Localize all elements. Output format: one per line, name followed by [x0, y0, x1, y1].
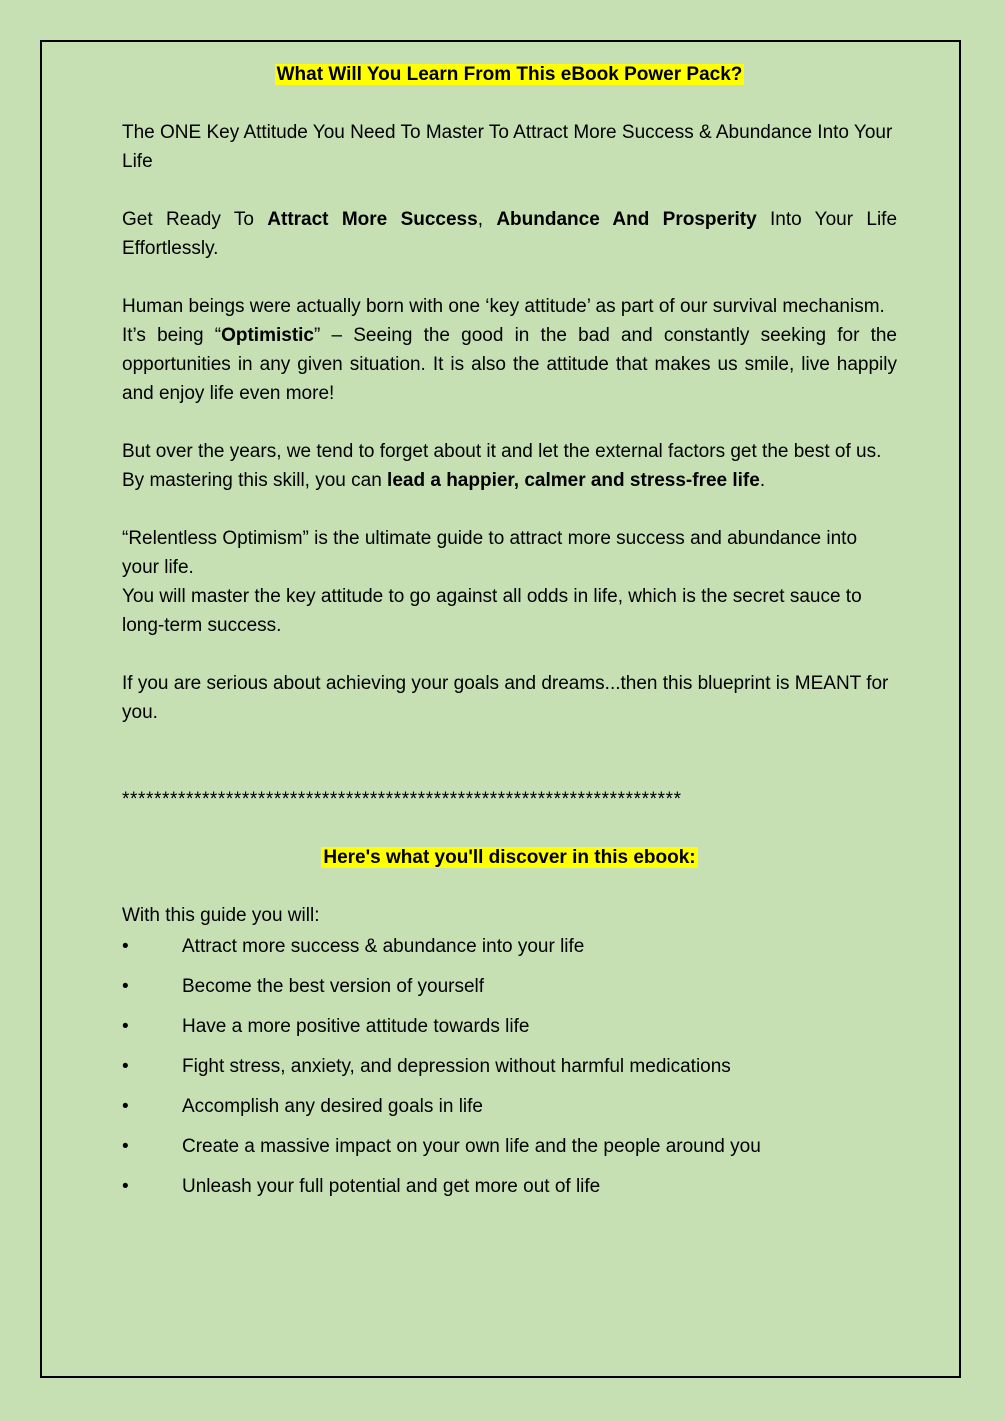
list-item [122, 1132, 897, 1161]
ready-suffix: Into Your Life Effortlessly. [122, 209, 898, 259]
list-item [122, 1052, 897, 1081]
optimistic-bold: Optimistic [221, 325, 314, 346]
list-item-text: Fight stress, anxiety, and depression without harmful medications [182, 1056, 731, 1077]
bullet-icon: • [122, 1096, 129, 1117]
intro-paragraph: The ONE Key Attitude You Need To Master To Attract More Success & Abundance Into Your Life [122, 122, 893, 172]
relentless-paragraph: “Relentless Optimism” is the ultimate guide to attract more success and abundance into your life. [122, 528, 858, 578]
asterisk-separator: ********************************************************************** [122, 789, 682, 810]
document-body [122, 60, 897, 1212]
serious-paragraph: If you are serious about achieving your goals and dreams...then this blueprint is MEANT for you. [122, 673, 889, 723]
discover-title-text: Here's what you'll discover in this ebook: [323, 847, 696, 868]
list-item [122, 1092, 897, 1121]
guide-lead: With this guide you will: [122, 905, 320, 926]
bullet-icon: • [122, 1136, 129, 1157]
benefits-list [122, 932, 897, 1201]
bullet-icon: • [122, 1016, 129, 1037]
ready-bold-success: Attract More Success [267, 209, 478, 230]
bullet-icon: • [122, 976, 129, 997]
ready-prefix: Get Ready To [122, 209, 268, 230]
list-item-text: Become the best version of yourself [182, 976, 485, 997]
ready-paragraph [122, 205, 897, 263]
ready-bold-abundance: Abundance And Prosperity [496, 209, 757, 230]
mastering-prefix: By mastering this skill, you can [122, 470, 388, 491]
mastering-paragraph [122, 466, 897, 495]
list-item [122, 1172, 897, 1201]
optimistic-paragraph [122, 321, 897, 408]
human-paragraph: Human beings were actually born with one ‘key attitude’ as part of our survival mechanism. [122, 296, 885, 317]
section-title [122, 60, 897, 89]
ready-separator: , [477, 209, 497, 230]
bullet-icon: • [122, 1056, 129, 1077]
optimistic-prefix: It’s being “ [122, 325, 222, 346]
master-paragraph: You will master the key attitude to go against all odds in life, which is the secret sauce to long-term success. [122, 586, 862, 636]
list-item [122, 932, 897, 961]
section-title-text: What Will You Learn From This eBook Power Pack? [276, 64, 743, 85]
list-item-text: Unleash your full potential and get more out of life [182, 1176, 601, 1197]
mastering-suffix: . [759, 470, 766, 491]
optimistic-suffix: ” – Seeing the good in the bad and constantly seeking for the opportunities in any given situation. It is also the attitude that makes us smile, live happily and enjoy life even more! [122, 325, 897, 404]
list-item [122, 1012, 897, 1041]
list-item-text: Accomplish any desired goals in life [182, 1096, 483, 1117]
list-item-text: Create a massive impact on your own life and the people around you [182, 1136, 761, 1157]
mastering-bold: lead a happier, calmer and stress-free life [387, 470, 760, 491]
bullet-icon: • [122, 1176, 129, 1197]
discover-title [122, 843, 897, 872]
bullet-icon: • [122, 936, 129, 957]
years-paragraph: But over the years, we tend to forget about it and let the external factors get the best of us. [122, 441, 882, 462]
list-item [122, 972, 897, 1001]
list-item-text: Have a more positive attitude towards life [182, 1016, 530, 1037]
list-item-text: Attract more success & abundance into your life [182, 936, 585, 957]
